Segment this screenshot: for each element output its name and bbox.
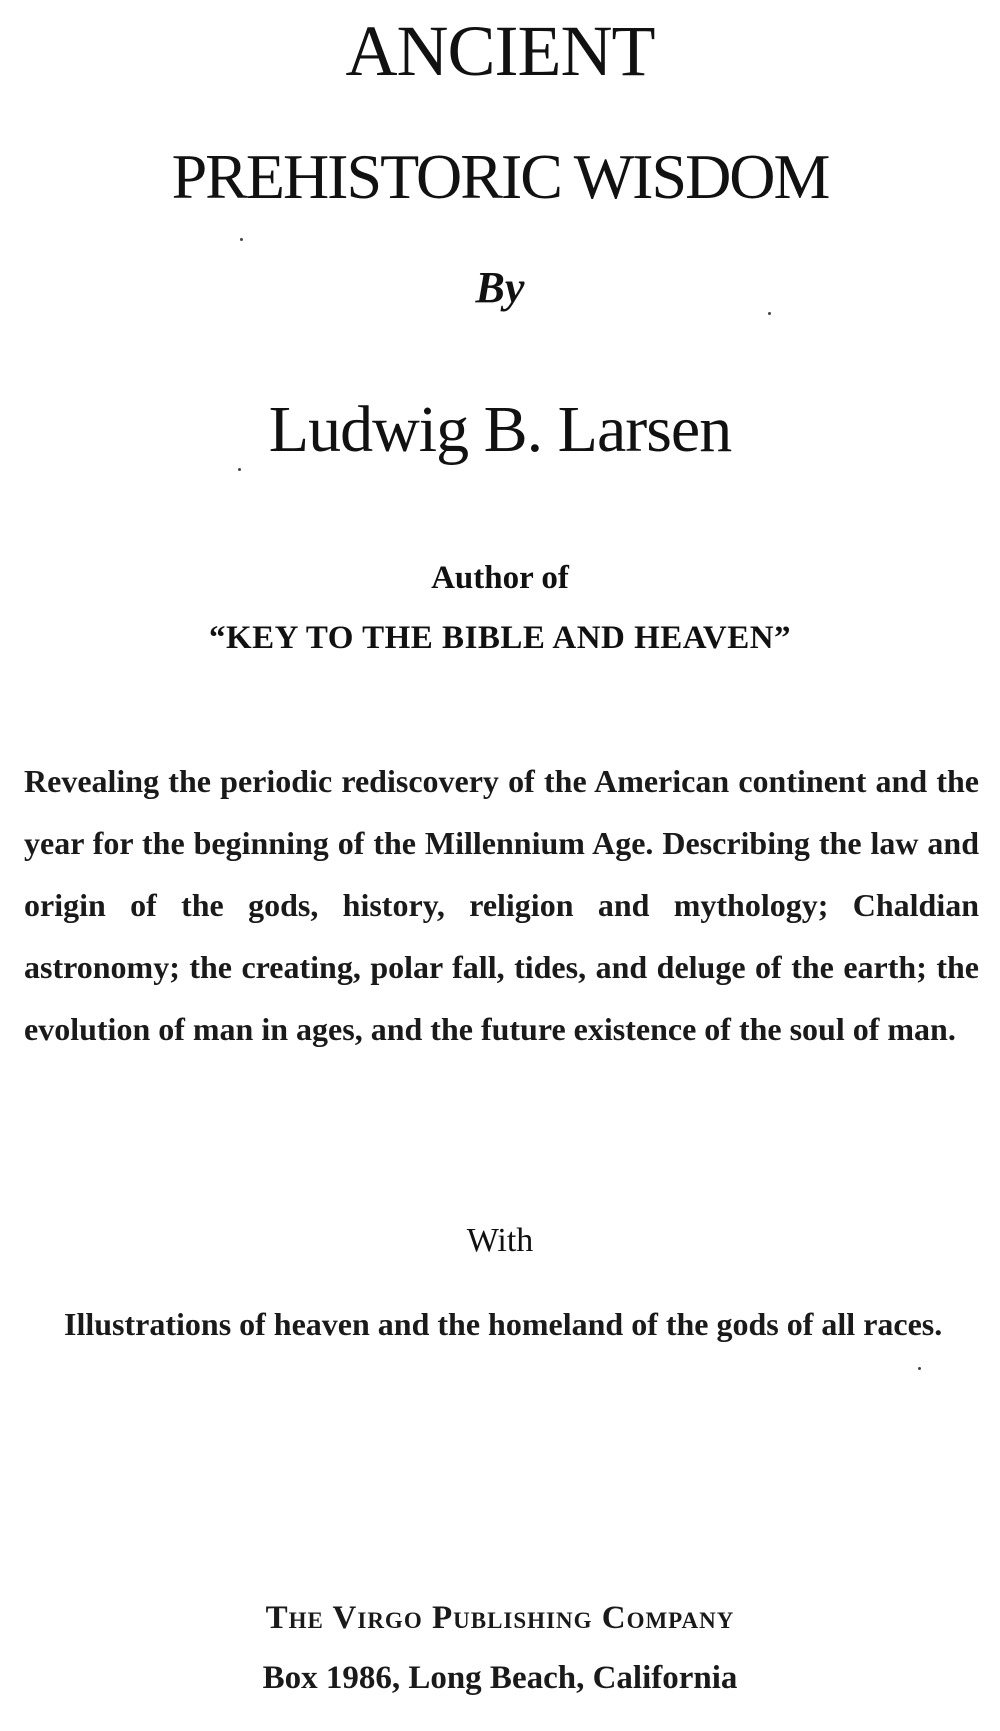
publisher-address: Box 1986, Long Beach, California [262,1660,738,1696]
with-label: With [466,1222,534,1259]
other-book-title: “KEY TO THE BIBLE AND HEAVEN” [208,620,792,656]
author-of-label: Author of [431,560,569,596]
print-speck [238,468,241,471]
book-title-line-1: ANCIENT [345,11,655,91]
author-name: Ludwig B. Larsen [268,393,732,466]
print-speck [918,1367,921,1370]
by-label: By [475,263,525,312]
publisher-name: The Virgo Publishing Company [265,1600,735,1636]
print-speck [240,238,243,241]
print-speck [768,312,771,315]
illustrations-paragraph: Illustrations of heaven and the homeland of the gods of all races. [64,1306,943,1342]
description-paragraph: Revealing the periodic rediscovery of the American continent and the year for the beginning of the Millennium Age. Describing the law and origin of the gods, history, religion and mythology; Chaldian astronomy; the creating, polar fall, tides, and deluge of the earth; the evolution of man in ages, and the future existence of the soul of man. [24,763,979,1047]
book-title-line-2: PREHISTORIC WISDOM [171,141,829,212]
